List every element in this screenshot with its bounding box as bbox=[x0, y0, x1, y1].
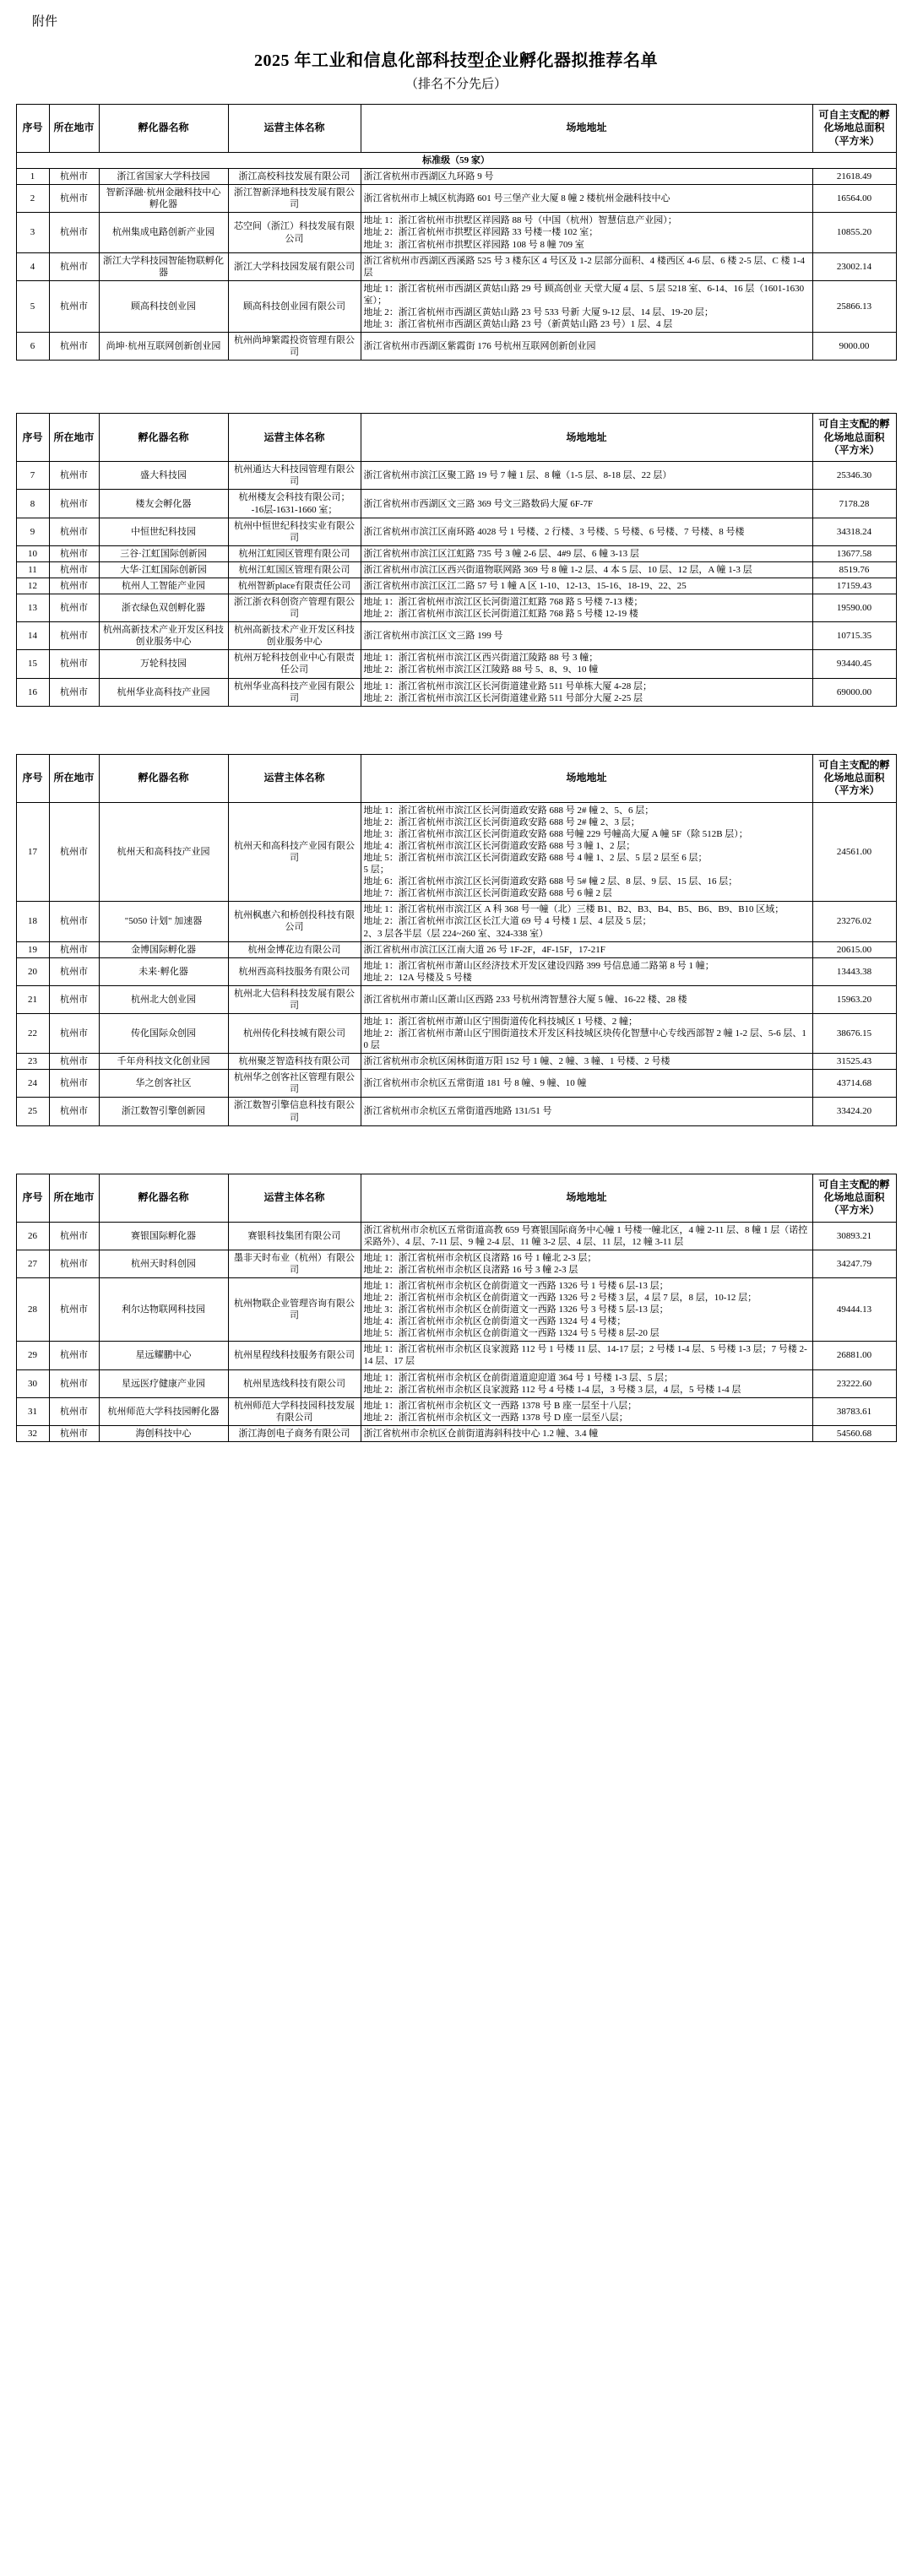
cell-address: 地址 1：浙江省杭州市余杭区良渚路 16 号 1 幢北 2-3 层； 地址 2：浙江省杭州市余杭区良渚路 16 号 3 幢 2-3 层 bbox=[361, 1250, 812, 1277]
cell-index: 29 bbox=[16, 1342, 49, 1369]
cell-area: 13443.38 bbox=[812, 957, 896, 985]
cell-index: 6 bbox=[16, 333, 49, 361]
cell-index: 26 bbox=[16, 1222, 49, 1250]
cell-operator: 杭州师范大学科技园科技发展有限公司 bbox=[228, 1397, 361, 1425]
cell-address: 地址 1：浙江省杭州市萧山区宁围街道传化科技城区 1 号楼、2 幢； 地址 2：浙江省杭州市萧山区宁围街道技术开发区科技城区块传化智慧中心专线西部智 2 幢 1-2 层、5-6 层、10 层 bbox=[361, 1013, 812, 1053]
table-row bbox=[16, 578, 896, 594]
cell-city: 杭州市 bbox=[49, 1250, 99, 1277]
cell-incubator: 三谷·江虹国际创新园 bbox=[99, 545, 228, 561]
table-row bbox=[16, 169, 896, 185]
cell-operator: 杭州智新place有限责任公司 bbox=[228, 578, 361, 594]
cell-city: 杭州市 bbox=[49, 1342, 99, 1369]
cell-index: 13 bbox=[16, 594, 49, 622]
cell-address: 浙江省杭州市滨江区江南大道 26 号 1F-2F，4F-15F，17-21F bbox=[361, 941, 812, 957]
cell-area: 23002.14 bbox=[812, 252, 896, 280]
cell-index: 10 bbox=[16, 545, 49, 561]
table-row bbox=[16, 545, 896, 561]
cell-operator: 芯空间（浙江）科技发展有限公司 bbox=[228, 213, 361, 252]
column-header-city: 所在地市 bbox=[49, 754, 99, 802]
table-row bbox=[16, 1054, 896, 1070]
section-heading: 标准级（59 家） bbox=[16, 153, 896, 169]
table-row bbox=[16, 213, 896, 252]
cell-city: 杭州市 bbox=[49, 941, 99, 957]
table-row bbox=[16, 1342, 896, 1369]
cell-address: 地址 1：浙江省杭州市滨江区 A 科 368 号一幢（北）三楼 B1、B2、B3、B4、B5、B6、B9、B10 区域； 地址 2：浙江省杭州市滨江区长江大道 69 号 4 号楼 1 层、4 层及 5 层； 2、3 层各半层（层 224~260 室、324-338 室） bbox=[361, 902, 812, 941]
cell-operator: 浙江海创电子商务有限公司 bbox=[228, 1425, 361, 1441]
column-header-index: 序号 bbox=[16, 754, 49, 802]
cell-city: 杭州市 bbox=[49, 594, 99, 622]
cell-incubator: 星远耀鹏中心 bbox=[99, 1342, 228, 1369]
table-row bbox=[16, 678, 896, 706]
cell-area: 16564.00 bbox=[812, 185, 896, 213]
table-row bbox=[16, 1013, 896, 1053]
cell-address: 浙江省杭州市滨江区南环路 4028 号 1 号楼、2 行楼、3 号楼、5 号楼、6 号楼、7 号楼、8 号楼 bbox=[361, 518, 812, 545]
table-row bbox=[16, 622, 896, 650]
cell-city: 杭州市 bbox=[49, 1369, 99, 1397]
cell-incubator: 杭州师范大学科技园孵化器 bbox=[99, 1397, 228, 1425]
column-header-index: 序号 bbox=[16, 1174, 49, 1222]
cell-city: 杭州市 bbox=[49, 1278, 99, 1342]
table-row bbox=[16, 941, 896, 957]
cell-area: 8519.76 bbox=[812, 561, 896, 578]
column-header-operator: 运营主体名称 bbox=[228, 105, 361, 153]
cell-index: 14 bbox=[16, 622, 49, 650]
cell-operator: 杭州尚坤繁霞投资管理有限公司 bbox=[228, 333, 361, 361]
column-header-operator: 运营主体名称 bbox=[228, 1174, 361, 1222]
page-gap bbox=[0, 707, 912, 754]
incubator-table bbox=[16, 104, 897, 361]
cell-index: 27 bbox=[16, 1250, 49, 1277]
cell-address: 浙江省杭州市余杭区五常街道 181 号 8 幢、9 幢、10 幢 bbox=[361, 1070, 812, 1098]
table-row bbox=[16, 1278, 896, 1342]
table-block bbox=[0, 1174, 912, 1442]
cell-area: 34247.79 bbox=[812, 1250, 896, 1277]
cell-area: 54560.68 bbox=[812, 1425, 896, 1441]
table-header-row bbox=[16, 414, 896, 462]
table-row bbox=[16, 185, 896, 213]
cell-address: 地址 1：浙江省杭州市滨江区长河街道政安路 688 号 2# 幢 2、5、6 层； 地址 2：浙江省杭州市滨江区长河街道政安路 688 号 2# 幢 2、3 层； 地址 3：浙江省杭州市滨江区长河街道政安路 688 号幢 229 号幢高大厦 A 幢 5F（除 512B 层）； 地址 4：浙江省杭州市滨江区长河街道政安路 688 号 3 幢 1、2 层； 地址 5：浙江省杭州市滨江区长河街道政安路 688 号 4 幢 1、2 层、5 层 2 层至 6 层； 5 层； 地址 6：浙江省杭州市滨江区长河街道政安路 688 号 5# 幢 2 层、8 层、9 层、15 层、16 层； 地址 7：浙江省杭州市滨江区长河街道政安路 688 号 6 幢 2 层 bbox=[361, 802, 812, 902]
cell-address: 浙江省杭州市西湖区文三路 369 号文三路数码大厦 6F-7F bbox=[361, 490, 812, 518]
table-row bbox=[16, 1397, 896, 1425]
cell-area: 13677.58 bbox=[812, 545, 896, 561]
cell-index: 30 bbox=[16, 1369, 49, 1397]
cell-incubator: 华之创客社区 bbox=[99, 1070, 228, 1098]
cell-city: 杭州市 bbox=[49, 280, 99, 332]
cell-index: 22 bbox=[16, 1013, 49, 1053]
cell-area: 38783.61 bbox=[812, 1397, 896, 1425]
cell-city: 杭州市 bbox=[49, 169, 99, 185]
cell-address: 地址 1：浙江省杭州市拱墅区祥园路 88 号（中国（杭州）智慧信息产业园）； 地址 2：浙江省杭州市拱墅区祥园路 33 号楼一楼 102 室； 地址 3：浙江省杭州市拱墅区祥园路 108 号 8 幢 709 室 bbox=[361, 213, 812, 252]
cell-address: 浙江省杭州市滨江区聚工路 19 号 7 幢 1 层、8 幢（1-5 层、8-18 层、22 层） bbox=[361, 462, 812, 490]
cell-operator: 浙江高校科技发展有限公司 bbox=[228, 169, 361, 185]
cell-city: 杭州市 bbox=[49, 678, 99, 706]
cell-city: 杭州市 bbox=[49, 1397, 99, 1425]
table-blocks bbox=[0, 104, 912, 1442]
cell-incubator: "5050 计划" 加速器 bbox=[99, 902, 228, 941]
page-gap bbox=[0, 1126, 912, 1174]
cell-index: 18 bbox=[16, 902, 49, 941]
cell-incubator: 赛银国际孵化器 bbox=[99, 1222, 228, 1250]
cell-operator: 杭州天和高科技产业园有限公司 bbox=[228, 802, 361, 902]
cell-operator: 杭州西高科技服务有限公司 bbox=[228, 957, 361, 985]
page-subtitle: （排名不分先后） bbox=[404, 78, 507, 91]
cell-operator: 杭州星程线科技服务有限公司 bbox=[228, 1342, 361, 1369]
column-header-incubator: 孵化器名称 bbox=[99, 414, 228, 462]
column-header-city: 所在地市 bbox=[49, 105, 99, 153]
column-header-address: 场地地址 bbox=[361, 414, 812, 462]
cell-incubator: 海创科技中心 bbox=[99, 1425, 228, 1441]
cell-area: 69000.00 bbox=[812, 678, 896, 706]
cell-incubator: 未来·孵化器 bbox=[99, 957, 228, 985]
cell-city: 杭州市 bbox=[49, 252, 99, 280]
cell-operator: 杭州华业高科技产业园有限公司 bbox=[228, 678, 361, 706]
cell-incubator: 浙江省国家大学科技园 bbox=[99, 169, 228, 185]
cell-operator: 浙江大学科技园发展有限公司 bbox=[228, 252, 361, 280]
cell-area: 34318.24 bbox=[812, 518, 896, 545]
cell-incubator: 盛大科技园 bbox=[99, 462, 228, 490]
column-header-index: 序号 bbox=[16, 414, 49, 462]
cell-city: 杭州市 bbox=[49, 985, 99, 1013]
cell-address: 地址 1：浙江省杭州市余杭区良家渡路 112 号 1 号楼 11 层、14-17 层；2 号楼 1-4 层、5 号楼 1-3 层；7 号楼 2-14 层、17 层 bbox=[361, 1342, 812, 1369]
cell-incubator: 杭州北大创业园 bbox=[99, 985, 228, 1013]
cell-area: 10855.20 bbox=[812, 213, 896, 252]
cell-city: 杭州市 bbox=[49, 1222, 99, 1250]
table-header-row bbox=[16, 754, 896, 802]
cell-incubator: 万轮科技园 bbox=[99, 650, 228, 678]
cell-operator: 杭州高新技术产业开发区科技创业服务中心 bbox=[228, 622, 361, 650]
cell-area: 15963.20 bbox=[812, 985, 896, 1013]
cell-area: 19590.00 bbox=[812, 594, 896, 622]
cell-area: 31525.43 bbox=[812, 1054, 896, 1070]
cell-index: 4 bbox=[16, 252, 49, 280]
cell-address: 地址 1：浙江省杭州市滨江区长河街道建业路 511 号单栋大厦 4-28 层； 地址 2：浙江省杭州市滨江区长河街道建业路 511 号部分大厦 2-25 层 bbox=[361, 678, 812, 706]
cell-incubator: 金博国际孵化器 bbox=[99, 941, 228, 957]
table-header-row bbox=[16, 1174, 896, 1222]
table-row bbox=[16, 252, 896, 280]
table-row bbox=[16, 802, 896, 902]
cell-city: 杭州市 bbox=[49, 561, 99, 578]
cell-index: 11 bbox=[16, 561, 49, 578]
cell-address: 浙江省杭州市西湖区九环路 9 号 bbox=[361, 169, 812, 185]
cell-incubator: 智新泽融·杭州金融科技中心孵化器 bbox=[99, 185, 228, 213]
cell-address: 地址 1：浙江省杭州市西湖区黄姑山路 29 号 顾高创业 天堂大厦 4 层、5 层 5218 室、6-14、16 层（1601-1630 室）； 地址 2：浙江省杭州市西湖区黄姑山路 23 号 533 号新 大厦 9-12 层、14 层、19-20 层； 地址 3：浙江省杭州市西湖区黄姑山路 23 号（新黄姑山路 23 号）1 层、4 层 bbox=[361, 280, 812, 332]
cell-city: 杭州市 bbox=[49, 518, 99, 545]
cell-area: 43714.68 bbox=[812, 1070, 896, 1098]
cell-address: 浙江省杭州市滨江区西兴街道物联网路 369 号 8 幢 1-2 层、4 本 5 层、10 层、12 层，A 幢 1-3 层 bbox=[361, 561, 812, 578]
cell-address: 浙江省杭州市西湖区紫霞街 176 号杭州互联网创新创业园 bbox=[361, 333, 812, 361]
cell-operator: 顾高科技创业园有限公司 bbox=[228, 280, 361, 332]
cell-incubator: 千年舟科技文化创业园 bbox=[99, 1054, 228, 1070]
cell-index: 1 bbox=[16, 169, 49, 185]
cell-incubator: 杭州集成电路创新产业园 bbox=[99, 213, 228, 252]
cell-area: 30893.21 bbox=[812, 1222, 896, 1250]
cell-index: 31 bbox=[16, 1397, 49, 1425]
column-header-incubator: 孵化器名称 bbox=[99, 1174, 228, 1222]
table-row bbox=[16, 333, 896, 361]
cell-city: 杭州市 bbox=[49, 333, 99, 361]
cell-area: 38676.15 bbox=[812, 1013, 896, 1053]
cell-address: 地址 1：浙江省杭州市余杭区仓前街道文一西路 1326 号 1 号楼 6 层-13 层； 地址 2：浙江省杭州市余杭区仓前街道文一西路 1326 号 2 号楼 3 层，4 层 7 层，8 层，10-12 层； 地址 3：浙江省杭州市余杭区仓前街道文一西路 1326 号 3 号楼 5 层-13 层； 地址 4：浙江省杭州市余杭区仓前街道文一西路 1324 号 4 号楼； 地址 5：浙江省杭州市余杭区仓前街道文一西路 1324 号 5 号楼 8 层-20 层 bbox=[361, 1278, 812, 1342]
cell-operator: 杭州万轮科技创业中心有限责任公司 bbox=[228, 650, 361, 678]
cell-incubator: 中恒世纪科技园 bbox=[99, 518, 228, 545]
table-row bbox=[16, 1098, 896, 1125]
cell-operator: 杭州枫惠六和桥创投科技有限公司 bbox=[228, 902, 361, 941]
table-row bbox=[16, 1222, 896, 1250]
section-heading-row bbox=[16, 153, 896, 169]
cell-incubator: 尚坤·杭州互联网创新创业园 bbox=[99, 333, 228, 361]
table-row bbox=[16, 650, 896, 678]
cell-index: 16 bbox=[16, 678, 49, 706]
cell-city: 杭州市 bbox=[49, 1098, 99, 1125]
cell-incubator: 杭州高新技术产业开发区科技创业服务中心 bbox=[99, 622, 228, 650]
column-header-area: 可自主支配的孵化场地总面积（平方米） bbox=[812, 105, 896, 153]
cell-city: 杭州市 bbox=[49, 802, 99, 902]
attachment-label: 附件 bbox=[32, 15, 58, 29]
cell-operator: 浙江浙衣科创资产管理有限公司 bbox=[228, 594, 361, 622]
cell-city: 杭州市 bbox=[49, 1070, 99, 1098]
cell-area: 26881.00 bbox=[812, 1342, 896, 1369]
cell-index: 20 bbox=[16, 957, 49, 985]
table-row bbox=[16, 902, 896, 941]
cell-index: 21 bbox=[16, 985, 49, 1013]
cell-area: 93440.45 bbox=[812, 650, 896, 678]
cell-index: 2 bbox=[16, 185, 49, 213]
cell-index: 24 bbox=[16, 1070, 49, 1098]
table-block bbox=[0, 104, 912, 361]
cell-index: 19 bbox=[16, 941, 49, 957]
cell-address: 浙江省杭州市余杭区闲林街道万阳 152 号 1 幢、2 幢、3 幢、1 号楼、2 号楼 bbox=[361, 1054, 812, 1070]
column-header-address: 场地地址 bbox=[361, 754, 812, 802]
cell-incubator: 杭州天和高科技产业园 bbox=[99, 802, 228, 902]
cell-area: 10715.35 bbox=[812, 622, 896, 650]
column-header-area: 可自主支配的孵化场地总面积（平方米） bbox=[812, 414, 896, 462]
cell-index: 7 bbox=[16, 462, 49, 490]
cell-incubator: 楼友会孵化器 bbox=[99, 490, 228, 518]
column-header-operator: 运营主体名称 bbox=[228, 414, 361, 462]
cell-city: 杭州市 bbox=[49, 545, 99, 561]
cell-area: 33424.20 bbox=[812, 1098, 896, 1125]
cell-index: 15 bbox=[16, 650, 49, 678]
cell-address: 地址 1：浙江省杭州市萧山区经济技术开发区建设四路 399 号信息通二路第 8 号 1 幢； 地址 2：12A 号楼及 5 号楼 bbox=[361, 957, 812, 985]
cell-area: 17159.43 bbox=[812, 578, 896, 594]
cell-city: 杭州市 bbox=[49, 622, 99, 650]
table-row bbox=[16, 280, 896, 332]
cell-area: 21618.49 bbox=[812, 169, 896, 185]
cell-address: 浙江省杭州市滨江区江虹路 735 号 3 幢 2-6 层、4#9 层、6 幢 3-13 层 bbox=[361, 545, 812, 561]
cell-index: 23 bbox=[16, 1054, 49, 1070]
cell-incubator: 利尔达物联网科技园 bbox=[99, 1278, 228, 1342]
cell-city: 杭州市 bbox=[49, 1054, 99, 1070]
cell-address: 地址 1：浙江省杭州市滨江区西兴街道江陵路 88 号 3 幢； 地址 2：浙江省杭州市滨江区江陵路 88 号 5、8、9、10 幢 bbox=[361, 650, 812, 678]
page-gap bbox=[0, 361, 912, 413]
cell-index: 32 bbox=[16, 1425, 49, 1441]
column-header-address: 场地地址 bbox=[361, 1174, 812, 1222]
table-row bbox=[16, 1425, 896, 1441]
cell-incubator: 浙江大学科技园智能物联孵化器 bbox=[99, 252, 228, 280]
column-header-address: 场地地址 bbox=[361, 105, 812, 153]
cell-incubator: 传化国际众创园 bbox=[99, 1013, 228, 1053]
cell-address: 浙江省杭州市滨江区文三路 199 号 bbox=[361, 622, 812, 650]
column-header-area: 可自主支配的孵化场地总面积（平方米） bbox=[812, 754, 896, 802]
table-row bbox=[16, 561, 896, 578]
cell-address: 浙江省杭州市滨江区江二路 57 号 1 幢 A 区 1-10、12-13、15-16、18-19、22、25 bbox=[361, 578, 812, 594]
cell-incubator: 浙江数智引擎创新园 bbox=[99, 1098, 228, 1125]
table-row bbox=[16, 1250, 896, 1277]
cell-operator: 浙江数智引擎信息科技有限公司 bbox=[228, 1098, 361, 1125]
cell-address: 地址 1：浙江省杭州市余杭区文一西路 1378 号 B 座一层至十八层； 地址 2：浙江省杭州市余杭区文一西路 1378 号 D 座一层至八层； bbox=[361, 1397, 812, 1425]
column-header-operator: 运营主体名称 bbox=[228, 754, 361, 802]
cell-city: 杭州市 bbox=[49, 490, 99, 518]
cell-area: 9000.00 bbox=[812, 333, 896, 361]
cell-incubator: 星远医疗健康产业园 bbox=[99, 1369, 228, 1397]
cell-incubator: 杭州人工智能产业园 bbox=[99, 578, 228, 594]
cell-operator: 杭州江虹国区管理有限公司 bbox=[228, 561, 361, 578]
cell-address: 地址 1：浙江省杭州市余杭区仓前街道道迎迎道 364 号 1 号楼 1-3 层、5 层； 地址 2：浙江省杭州市余杭区良家渡路 112 号 4 号楼 1-4 层，3 号楼 3 层，4 层，5 号楼 1-4 层 bbox=[361, 1369, 812, 1397]
cell-area: 25866.13 bbox=[812, 280, 896, 332]
cell-operator: 杭州金博花边有限公司 bbox=[228, 941, 361, 957]
cell-operator: 杭州物联企业管理咨询有限公司 bbox=[228, 1278, 361, 1342]
cell-address: 浙江省杭州市余杭区五常街道高教 659 号赛银国际商务中心幢 1 号楼一幢北区，4 幢 2-11 层、8 幢 1 层（诺控采路外）、4 层、7-11 层、9 幢 2-4 层、11 幢 3-2 层、4 层、11 层，12 幢 3-11 层 bbox=[361, 1222, 812, 1250]
column-header-city: 所在地市 bbox=[49, 1174, 99, 1222]
table-row bbox=[16, 1369, 896, 1397]
cell-incubator: 浙衣绿色双创孵化器 bbox=[99, 594, 228, 622]
page-title: 2025 年工业和信息化部科技型企业孵化器拟推荐名单 bbox=[254, 52, 658, 70]
table-row bbox=[16, 594, 896, 622]
column-header-incubator: 孵化器名称 bbox=[99, 754, 228, 802]
cell-area: 7178.28 bbox=[812, 490, 896, 518]
cell-index: 17 bbox=[16, 802, 49, 902]
cell-city: 杭州市 bbox=[49, 578, 99, 594]
cell-city: 杭州市 bbox=[49, 1013, 99, 1053]
cell-area: 20615.00 bbox=[812, 941, 896, 957]
cell-index: 8 bbox=[16, 490, 49, 518]
cell-operator: 杭州中恒世纪科技实业有限公司 bbox=[228, 518, 361, 545]
incubator-table bbox=[16, 413, 897, 706]
cell-city: 杭州市 bbox=[49, 957, 99, 985]
cell-address: 浙江省杭州市余杭区仓前街道海斜科技中心 1.2 幢、3.4 幢 bbox=[361, 1425, 812, 1441]
cell-operator: 杭州通达大科技园管理有限公司 bbox=[228, 462, 361, 490]
table-row bbox=[16, 490, 896, 518]
cell-city: 杭州市 bbox=[49, 902, 99, 941]
incubator-table bbox=[16, 1174, 897, 1442]
cell-incubator: 顾高科技创业园 bbox=[99, 280, 228, 332]
cell-index: 28 bbox=[16, 1278, 49, 1342]
table-block bbox=[0, 413, 912, 706]
cell-area: 23222.60 bbox=[812, 1369, 896, 1397]
cell-operator: 杭州华之创客社区管理有限公司 bbox=[228, 1070, 361, 1098]
incubator-table bbox=[16, 754, 897, 1126]
cell-address: 地址 1：浙江省杭州市滨江区长河街道江虹路 768 路 5 号楼 7-13 楼； 地址 2：浙江省杭州市滨江区长河街道江虹路 768 路 5 号楼 12-19 楼 bbox=[361, 594, 812, 622]
cell-area: 23276.02 bbox=[812, 902, 896, 941]
cell-index: 5 bbox=[16, 280, 49, 332]
cell-index: 25 bbox=[16, 1098, 49, 1125]
cell-area: 25346.30 bbox=[812, 462, 896, 490]
cell-incubator: 大华·江虹国际创新园 bbox=[99, 561, 228, 578]
cell-city: 杭州市 bbox=[49, 650, 99, 678]
table-header-row bbox=[16, 105, 896, 153]
cell-operator: 浙江智新泽地科技发展有限公司 bbox=[228, 185, 361, 213]
column-header-incubator: 孵化器名称 bbox=[99, 105, 228, 153]
table-row bbox=[16, 1070, 896, 1098]
table-row bbox=[16, 957, 896, 985]
cell-incubator: 杭州天时科创园 bbox=[99, 1250, 228, 1277]
cell-index: 3 bbox=[16, 213, 49, 252]
cell-address: 浙江省杭州市上城区杭海路 601 号三堡产业大厦 8 幢 2 楼杭州金融科技中心 bbox=[361, 185, 812, 213]
cell-city: 杭州市 bbox=[49, 213, 99, 252]
cell-city: 杭州市 bbox=[49, 185, 99, 213]
cell-operator: 杭州传化科技城有限公司 bbox=[228, 1013, 361, 1053]
cell-area: 24561.00 bbox=[812, 802, 896, 902]
table-row bbox=[16, 985, 896, 1013]
cell-index: 9 bbox=[16, 518, 49, 545]
cell-operator: 赛银科技集团有限公司 bbox=[228, 1222, 361, 1250]
table-row bbox=[16, 462, 896, 490]
cell-address: 浙江省杭州市萧山区萧山区西路 233 号杭州湾智慧谷大厦 5 幢、16-22 楼、28 楼 bbox=[361, 985, 812, 1013]
cell-incubator: 杭州华业高科技产业园 bbox=[99, 678, 228, 706]
column-header-area: 可自主支配的孵化场地总面积（平方米） bbox=[812, 1174, 896, 1222]
cell-operator: 杭州江虹园区管理有限公司 bbox=[228, 545, 361, 561]
cell-city: 杭州市 bbox=[49, 462, 99, 490]
column-header-city: 所在地市 bbox=[49, 414, 99, 462]
cell-operator: 杭州北大信科科技发展有限公司 bbox=[228, 985, 361, 1013]
cell-operator: 杭州星选线科技有限公司 bbox=[228, 1369, 361, 1397]
cell-operator: 墨非天时布业（杭州）有限公司 bbox=[228, 1250, 361, 1277]
cell-area: 49444.13 bbox=[812, 1278, 896, 1342]
cell-index: 12 bbox=[16, 578, 49, 594]
table-row bbox=[16, 518, 896, 545]
table-block bbox=[0, 754, 912, 1126]
cell-city: 杭州市 bbox=[49, 1425, 99, 1441]
cell-address: 浙江省杭州市余杭区五常街道西地路 131/51 号 bbox=[361, 1098, 812, 1125]
cell-operator: 杭州楼友会科技有限公司； -16层-1631-1660 室； bbox=[228, 490, 361, 518]
column-header-index: 序号 bbox=[16, 105, 49, 153]
cell-operator: 杭州聚芝智造科技有限公司 bbox=[228, 1054, 361, 1070]
cell-address: 浙江省杭州市西湖区西溪路 525 号 3 楼东区 4 号区及 1-2 层部分面积、4 楼西区 4-6 层、6 楼 2-5 层、C 楼 1-4 层 bbox=[361, 252, 812, 280]
